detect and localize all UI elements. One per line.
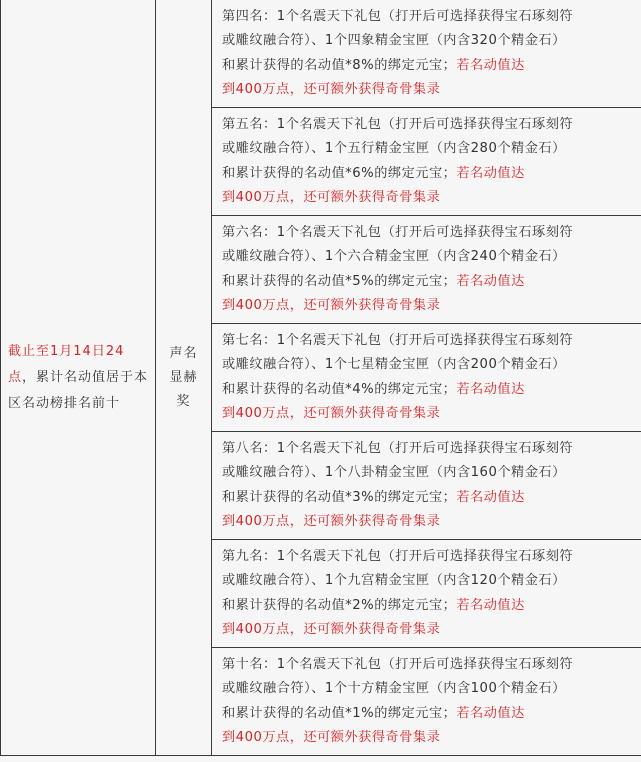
prize-cell-rank-8 — [212, 432, 641, 540]
prize-line: 和累计获得的名动值*2%的绑定元宝； — [222, 597, 457, 613]
prize-line: 或雕纹融合符）、1个八卦精金宝匣（内含160个精金石） — [222, 465, 566, 481]
prize-line: 第十名：1个名震天下礼包（打开后可选择获得宝石琢刻符 — [222, 656, 574, 672]
bonus-condition-text: 若名动值达 — [456, 165, 525, 181]
bonus-condition-text: 若名动值达 — [456, 597, 525, 613]
prize-line: 和累计获得的名动值*3%的绑定元宝； — [222, 489, 457, 505]
prize-line: 第七名：1个名震天下礼包（打开后可选择获得宝石琢刻符 — [222, 332, 574, 348]
prize-cell-rank-6 — [212, 216, 641, 324]
prize-line: 和累计获得的名动值*8%的绑定元宝； — [222, 57, 457, 73]
prize-line: 和累计获得的名动值*6%的绑定元宝； — [222, 165, 457, 181]
bonus-condition-text: 若名动值达 — [456, 705, 525, 721]
condition-cell — [1, 0, 156, 756]
bonus-reward-text: 到400万点，还可额外获得奇骨集录 — [222, 189, 441, 205]
prize-line: 和累计获得的名动值*4%的绑定元宝； — [222, 381, 457, 397]
prize-line: 和累计获得的名动值*1%的绑定元宝； — [222, 705, 457, 721]
prize-line: 或雕纹融合符）、1个五行精金宝匣（内含280个精金石） — [222, 141, 566, 157]
prize-cell-rank-7 — [212, 324, 641, 432]
award-name-part: 奖 — [176, 393, 191, 409]
prize-line: 或雕纹融合符）、1个七星精金宝匣（内含200个精金石） — [222, 357, 566, 373]
bonus-condition-text: 若名动值达 — [456, 489, 525, 505]
prize-line: 或雕纹融合符）、1个六合精金宝匣（内含240个精金石） — [222, 249, 566, 265]
table-row — [1, 0, 641, 108]
award-name-part: 显赫 — [169, 369, 198, 385]
award-name-cell — [156, 0, 212, 756]
prize-line: 第六名：1个名震天下礼包（打开后可选择获得宝石琢刻符 — [222, 224, 574, 240]
prize-line: 第九名：1个名震天下礼包（打开后可选择获得宝石琢刻符 — [222, 548, 574, 564]
prize-cell-rank-5 — [212, 108, 641, 216]
bonus-reward-text: 到400万点，还可额外获得奇骨集录 — [222, 81, 441, 97]
prize-cell-rank-9 — [212, 540, 641, 648]
prize-line: 或雕纹融合符）、1个四象精金宝匣（内含320个精金石） — [222, 33, 566, 49]
award-name-part: 声名 — [169, 345, 198, 361]
bonus-condition-text: 若名动值达 — [456, 273, 525, 289]
prize-cell-rank-4 — [212, 0, 641, 108]
bonus-reward-text: 到400万点，还可额外获得奇骨集录 — [222, 513, 441, 529]
bonus-reward-text: 到400万点，还可额外获得奇骨集录 — [222, 405, 441, 421]
prize-line: 和累计获得的名动值*5%的绑定元宝； — [222, 273, 457, 289]
prize-line: 第四名：1个名震天下礼包（打开后可选择获得宝石琢刻符 — [222, 8, 574, 24]
bonus-reward-text: 到400万点，还可额外获得奇骨集录 — [222, 729, 441, 745]
bonus-condition-text: 若名动值达 — [456, 381, 525, 397]
prize-line: 或雕纹融合符）、1个九宫精金宝匣（内含120个精金石） — [222, 573, 566, 589]
deadline-text: 截止至1月14日24点 — [8, 343, 125, 385]
prize-line: 第五名：1个名震天下礼包（打开后可选择获得宝石琢刻符 — [222, 116, 574, 132]
bonus-condition-text: 若名动值达 — [456, 57, 525, 73]
bonus-reward-text: 到400万点，还可额外获得奇骨集录 — [222, 297, 441, 313]
condition-text: ，累计名动值居于本区名动榜排名前十 — [8, 369, 149, 411]
bonus-reward-text: 到400万点，还可额外获得奇骨集录 — [222, 621, 441, 637]
prize-line: 第八名：1个名震天下礼包（打开后可选择获得宝石琢刻符 — [222, 440, 574, 456]
prize-cell-rank-10 — [212, 648, 641, 756]
prize-line: 或雕纹融合符）、1个十方精金宝匣（内含100个精金石） — [222, 681, 566, 697]
